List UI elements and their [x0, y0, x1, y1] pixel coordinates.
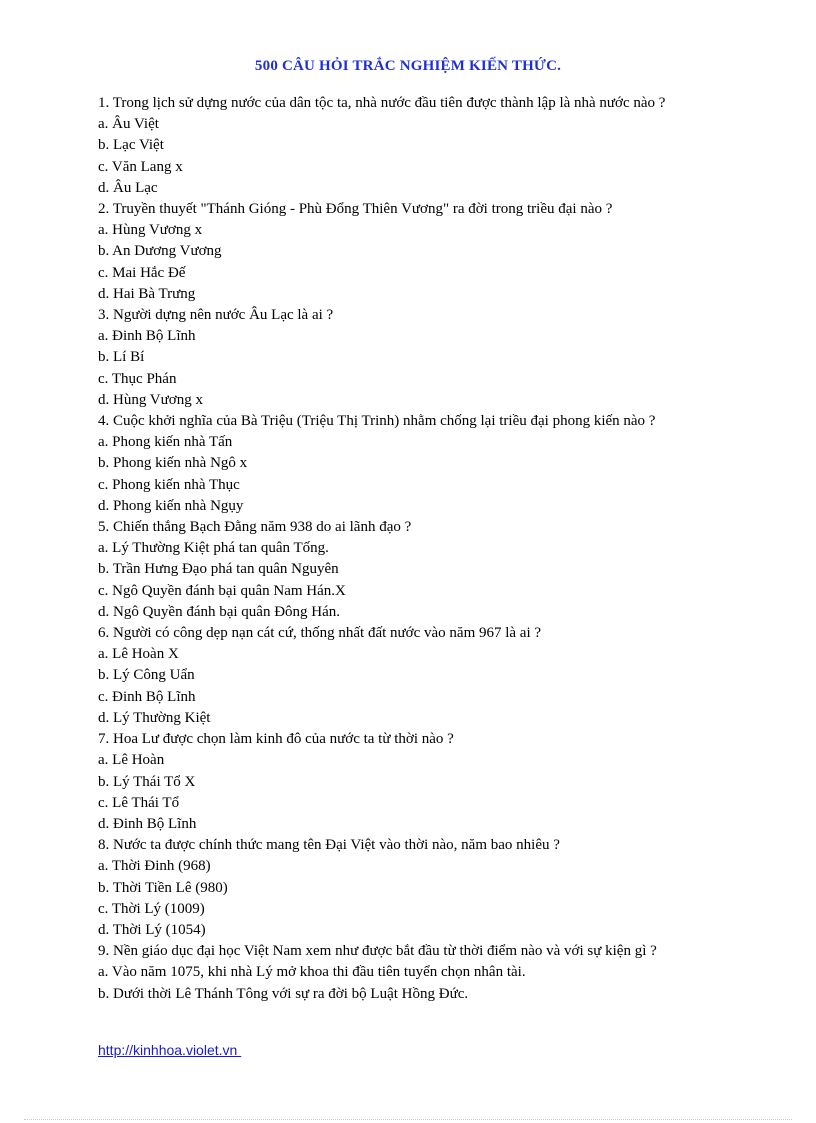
answer-option: a. Phong kiến nhà Tấn: [98, 434, 233, 451]
question-text: 8. Nước ta được chính thức mang tên Đại Việt vào thời nào, năm bao nhiêu ?: [98, 837, 560, 854]
answer-option: c. Thục Phán: [98, 370, 177, 387]
answer-option: b. Lý Công Uẩn: [98, 667, 195, 684]
question-text: 2. Truyền thuyết "Thánh Gióng - Phù Đổng Thiên Vương" ra đời trong triều đại nào ?: [98, 201, 613, 218]
answer-option: c. Văn Lang x: [98, 158, 183, 175]
answer-option: a. Thời Đinh (968): [98, 858, 211, 875]
answer-option: d. Hùng Vương x: [98, 391, 203, 408]
question-text: 7. Hoa Lư được chọn làm kinh đô của nước ta từ thời nào ?: [98, 731, 454, 748]
answer-option: b. An Dương Vương: [98, 243, 222, 260]
answer-option: b. Trần Hưng Đạo phá tan quân Nguyên: [98, 561, 339, 578]
answer-option: d. Thời Lý (1054): [98, 921, 206, 938]
answer-option: b. Lý Thái Tổ X: [98, 773, 196, 790]
footer-link[interactable]: http://kinhhoa.violet.vn: [98, 1042, 242, 1058]
answer-option: c. Thời Lý (1009): [98, 900, 205, 917]
answer-option: d. Hai Bà Trưng: [98, 285, 196, 302]
answer-option: b. Phong kiến nhà Ngô x: [98, 455, 248, 472]
answer-option: b. Lí Bí: [98, 349, 145, 366]
answer-option: c. Đinh Bộ Lĩnh: [98, 688, 196, 705]
answer-option: c. Mai Hắc Đế: [98, 264, 186, 281]
answer-option: c. Phong kiến nhà Thục: [98, 476, 240, 493]
answer-option: b. Thời Tiền Lê (980): [98, 879, 228, 896]
answer-option: d. Ngô Quyền đánh bại quân Đông Hán.: [98, 603, 341, 620]
answer-option: a. Lê Hoàn: [98, 752, 165, 769]
answer-option: b. Lạc Việt: [98, 137, 164, 154]
answer-option: b. Dưới thời Lê Thánh Tông với sự ra đời bộ Luật Hồng Đức.: [98, 985, 469, 1002]
page-bottom-divider: [24, 1119, 792, 1120]
answer-option: a. Đinh Bộ Lĩnh: [98, 328, 196, 345]
answer-option: d. Đinh Bộ Lĩnh: [98, 815, 197, 832]
document-title: 500 CÂU HỎI TRẮC NGHIỆM KIẾN THỨC.: [254, 58, 562, 74]
question-list: [98, 93, 720, 1005]
question-text: 3. Người dựng nên nước Âu Lạc là ai ?: [98, 307, 334, 324]
question-text: 9. Nền giáo dục đại học Việt Nam xem như được bắt đầu từ thời điểm nào và với sự kiện gì ?: [98, 943, 657, 960]
question-text: 1. Trong lịch sử dựng nước của dân tộc ta, nhà nước đầu tiên được thành lập là nhà nước nào ?: [98, 95, 666, 111]
answer-option: d. Âu Lạc: [98, 179, 158, 196]
answer-option: a. Vào năm 1075, khi nhà Lý mở khoa thi đầu tiên tuyển chọn nhân tài.: [98, 964, 526, 981]
question-text: 6. Người có công dẹp nạn cát cứ, thống nhất đất nước vào năm 967 là ai ?: [98, 625, 542, 642]
answer-option: d. Lý Thường Kiệt: [98, 709, 211, 726]
question-text: 5. Chiến thắng Bạch Đằng năm 938 do ai lãnh đạo ?: [98, 519, 412, 536]
answer-option: a. Lê Hoàn X: [98, 646, 179, 663]
question-text: 4. Cuộc khởi nghĩa của Bà Triệu (Triệu Thị Trinh) nhằm chống lại triều đại phong kiến nào ?: [98, 413, 656, 430]
answer-option: a. Lý Thường Kiệt phá tan quân Tống.: [98, 540, 329, 557]
answer-option: a. Âu Việt: [98, 116, 159, 133]
answer-option: d. Phong kiến nhà Ngụy: [98, 497, 244, 514]
answer-option: c. Ngô Quyền đánh bại quân Nam Hán.X: [98, 582, 346, 599]
answer-option: a. Hùng Vương x: [98, 222, 203, 239]
answer-option: c. Lê Thái Tổ: [98, 794, 180, 811]
